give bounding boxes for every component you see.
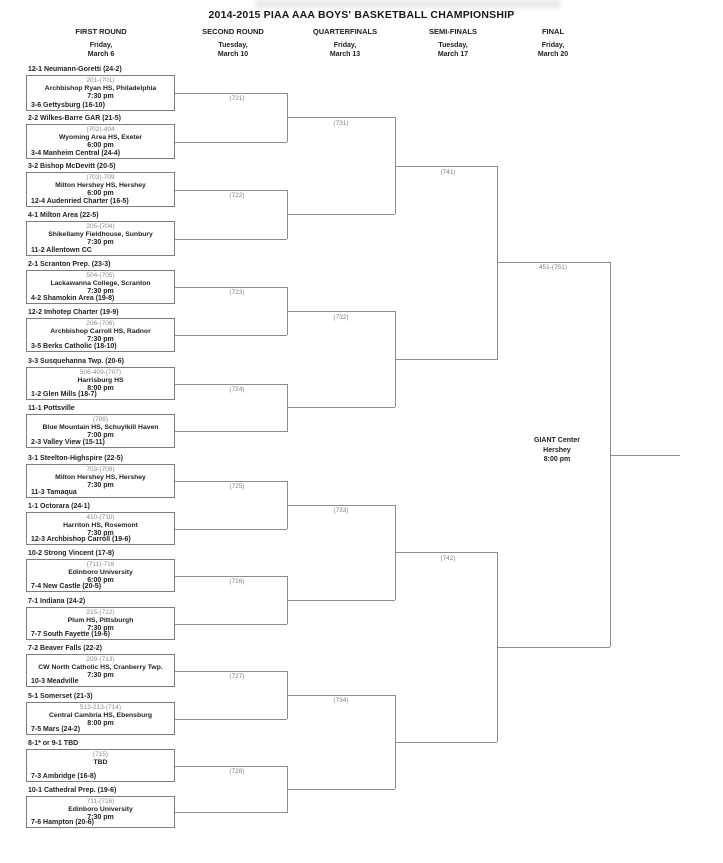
date-line: March 13	[329, 50, 361, 58]
winner-line-701	[175, 93, 287, 94]
game-box-706	[26, 318, 175, 352]
scan-artifact	[255, 0, 560, 8]
winner-line-713	[175, 671, 287, 672]
team-714-bottom: 7-5 Mars (24-2)	[31, 726, 81, 733]
winner-line-707	[175, 384, 287, 385]
team-713-bottom: 10-3 Meadville	[31, 678, 79, 685]
game-label-732: (732)	[333, 314, 349, 321]
team-705-bottom: 4-2 Shamokin Area (19-8)	[31, 295, 115, 302]
game-venue-713: CW North Catholic HS, Cranberry Twp.	[38, 663, 163, 671]
game-time-712: 7:30 pm	[87, 624, 114, 632]
team-701-top: 12-1 Neumann-Goretti (24-2)	[28, 66, 122, 73]
game-label-751: 451-(751)	[538, 264, 568, 271]
game-label-741: (741)	[440, 169, 456, 176]
winner-line-716	[175, 812, 287, 813]
winner-line-709	[175, 481, 287, 482]
game-venue-705: Lackawanna College, Scranton	[50, 279, 151, 287]
game-venue-714: Central Cambria HS, Ebensburg	[48, 711, 153, 719]
game-venue-711: Edinboro University	[68, 568, 133, 576]
game-number-708: (708)	[92, 416, 109, 423]
game-box-715	[26, 749, 175, 782]
game-venue-710: Harriton HS, Rosemont	[63, 521, 138, 529]
game-number-702: (702)-404	[86, 126, 115, 133]
column-date-semifinals	[438, 42, 468, 59]
game-box-702	[26, 124, 175, 159]
team-707-bottom: 1-2 Glen Mills (18-7)	[31, 391, 97, 398]
winner-line-703	[175, 190, 287, 191]
team-704-top: 4-1 Milton Area (22-5)	[28, 212, 99, 219]
game-label-725: (725)	[229, 483, 245, 490]
column-date-first-round	[88, 42, 114, 59]
game-label-734: (734)	[333, 697, 349, 704]
game-label-721: (721)	[229, 95, 245, 102]
game-number-713: 209-(713)	[86, 656, 115, 663]
game-number-715: (715)	[92, 751, 109, 758]
game-box-708	[26, 414, 175, 448]
game-number-703: (703)-709	[86, 174, 115, 181]
date-line: March 20	[537, 50, 569, 58]
game-number-710: 410-(710)	[86, 514, 115, 521]
winner-line-726	[287, 600, 395, 601]
column-date-quarterfinals	[330, 42, 360, 59]
game-box-704	[26, 221, 175, 256]
game-number-705: 504-(705)	[86, 272, 115, 279]
game-label-724: (724)	[229, 386, 245, 393]
date-line: March 6	[87, 50, 115, 58]
game-number-704: 205-(704)	[86, 223, 115, 230]
game-number-711: (711)-716	[86, 561, 115, 568]
game-box-709	[26, 464, 175, 498]
game-time-709: 7:30 pm	[87, 481, 114, 489]
winner-line-708	[175, 431, 287, 432]
game-box-701	[26, 75, 175, 111]
game-box-707	[26, 367, 175, 400]
winner-line-732	[395, 359, 497, 360]
game-time-701: 7:30 pm	[87, 92, 114, 100]
winner-line-721	[287, 117, 395, 118]
game-venue-712: Plum HS, Pittsburgh	[67, 616, 134, 624]
team-715-top: 8-1* or 9-1 TBD	[28, 740, 79, 747]
team-713-top: 7-2 Beaver Falls (22-2)	[28, 645, 102, 652]
date-line: Friday,	[541, 42, 565, 49]
game-time-705: 7:30 pm	[87, 287, 114, 295]
final-venue-name: GIANT Center	[534, 437, 580, 444]
date-line: Friday,	[333, 42, 357, 49]
team-711-bottom: 7-4 New Castle (20-5)	[31, 583, 102, 590]
team-710-top: 1-1 Octorara (24-1)	[28, 503, 90, 510]
winner-line-724	[287, 407, 395, 408]
game-label-723: (723)	[229, 289, 245, 296]
team-701-bottom: 3-6 Gettysburg (16-10)	[31, 102, 105, 109]
page-title: 2014-2015 PIAA AAA BOYS' BASKETBALL CHAMPIONSHIP	[208, 9, 515, 21]
game-label-722: (722)	[229, 192, 245, 199]
game-number-712: 215-(712)	[86, 609, 115, 616]
game-label-726: (726)	[229, 578, 245, 585]
winner-line-711	[175, 576, 287, 577]
game-label-742: (742)	[440, 555, 456, 562]
game-time-711: 6:00 pm	[87, 576, 114, 584]
date-line: Friday,	[89, 42, 113, 49]
final-venue-time: 8:00 pm	[543, 456, 571, 463]
winner-line-725	[287, 505, 395, 506]
game-time-707: 8:00 pm	[87, 384, 114, 392]
game-number-714: 513-213-(714)	[79, 704, 122, 711]
team-716-bottom: 7-6 Hampton (20-6)	[31, 819, 95, 826]
team-714-top: 5-1 Somerset (21-3)	[28, 693, 93, 700]
team-709-top: 3-1 Steelton-Highspire (22-5)	[28, 455, 123, 462]
game-time-702: 6:00 pm	[87, 141, 114, 149]
team-706-bottom: 3-5 Berks Catholic (18-10)	[31, 343, 117, 350]
winner-line-714	[175, 719, 287, 720]
column-date-second-round	[218, 42, 248, 59]
game-box-710	[26, 512, 175, 545]
winner-line-705	[175, 287, 287, 288]
game-label-733: (733)	[333, 507, 349, 514]
team-712-top: 7-1 Indiana (24-2)	[28, 598, 86, 605]
game-box-713	[26, 654, 175, 687]
column-header-quarterfinals: QUARTERFINALS	[312, 27, 378, 36]
team-709-bottom: 11-3 Tamaqua	[31, 489, 77, 496]
team-711-top: 10-2 Strong Vincent (17-8)	[28, 550, 115, 557]
game-number-701: 201-(701)	[86, 77, 115, 84]
game-number-706: 206-(706)	[86, 320, 115, 327]
game-box-705	[26, 270, 175, 304]
game-number-709: 703-(709)	[86, 466, 115, 473]
game-venue-715: TBD	[93, 758, 108, 766]
winner-line-742	[497, 647, 610, 648]
team-704-bottom: 11-2 Allentown CC	[31, 247, 92, 254]
team-702-top: 2-2 Wilkes-Barre GAR (21-5)	[28, 115, 121, 122]
team-707-top: 3-3 Susquehanna Twp. (20-6)	[28, 358, 124, 365]
game-time-706: 7:30 pm	[87, 335, 114, 343]
team-708-top: 11-1 Pottsville	[28, 405, 75, 412]
winner-line-723	[287, 311, 395, 312]
date-line: March 17	[437, 50, 469, 58]
winner-line-722	[287, 214, 395, 215]
column-header-first-round: FIRST ROUND	[75, 27, 127, 36]
team-705-top: 2-1 Scranton Prep. (23-3)	[28, 261, 111, 268]
team-708-bottom: 2-3 Valley View (15-11)	[31, 439, 105, 446]
winner-line-706	[175, 335, 287, 336]
game-venue-703: Milton Hershey HS, Hershey	[55, 181, 146, 189]
game-number-716: 711-(716)	[86, 798, 115, 805]
final-venue	[534, 436, 580, 465]
game-time-714: 8:00 pm	[87, 719, 114, 727]
game-label-731: (731)	[333, 120, 349, 127]
team-706-top: 12-2 Imhotep Charter (19-9)	[28, 309, 119, 316]
winner-line-733	[395, 552, 497, 553]
game-time-713: 7:30 pm	[87, 671, 114, 679]
game-venue-709: Milton Hershey HS, Hershey	[55, 473, 146, 481]
game-box-716	[26, 796, 175, 828]
game-box-714	[26, 702, 175, 735]
team-715-bottom: 7-3 Ambridge (16-8)	[31, 773, 97, 780]
winner-line-702	[175, 142, 287, 143]
game-venue-704: Shikellamy Fieldhouse, Sunbury	[48, 230, 153, 238]
game-box-712	[26, 607, 175, 640]
game-box-703	[26, 172, 175, 207]
game-time-704: 7:30 pm	[87, 238, 114, 246]
winner-line-704	[175, 239, 287, 240]
game-venue-707: Harrisburg HS	[77, 376, 124, 384]
team-710-bottom: 12-3 Archbishop Carroll (19-6)	[31, 536, 131, 543]
game-box-711	[26, 559, 175, 592]
winner-line-710	[175, 529, 287, 530]
team-716-top: 10-1 Cathedral Prep. (19-6)	[28, 787, 117, 794]
winner-line-715	[175, 766, 287, 767]
connector-724	[287, 384, 288, 432]
date-line: Tuesday,	[438, 42, 468, 49]
game-venue-706: Archbishop Carroll HS, Radnor	[50, 327, 151, 335]
game-venue-708: Blue Mountain HS, Schuylkill Haven	[42, 423, 159, 431]
game-venue-701: Archbishop Ryan HS, Philadelphia	[44, 84, 157, 92]
column-date-final	[538, 42, 568, 59]
winner-line-734	[395, 742, 497, 743]
column-header-final: FINAL	[541, 27, 565, 36]
champion-line	[610, 455, 680, 456]
winner-line-731	[395, 166, 497, 167]
game-label-727: (727)	[229, 673, 245, 680]
column-header-semifinals: SEMI-FINALS	[429, 27, 477, 36]
team-702-bottom: 3-4 Manheim Central (24-4)	[31, 150, 121, 157]
game-time-710: 7:30 pm	[87, 529, 114, 537]
winner-line-712	[175, 624, 287, 625]
connector-741	[497, 166, 498, 360]
winner-line-727	[287, 695, 395, 696]
date-line: Tuesday,	[218, 42, 248, 49]
winner-line-728	[287, 789, 395, 790]
column-header-second-round: SECOND ROUND	[202, 27, 264, 36]
game-time-703: 6:00 pm	[87, 189, 114, 197]
team-703-bottom: 12-4 Audenried Charter (16-5)	[31, 198, 129, 205]
game-venue-716: Edinboro University	[68, 805, 133, 813]
game-number-707: 506-409-(707)	[79, 369, 122, 376]
date-line: March 10	[217, 50, 249, 58]
game-venue-702: Wyoming Area HS, Exeter	[58, 133, 143, 141]
team-712-bottom: 7-7 South Fayette (19-6)	[31, 631, 110, 638]
game-time-708: 7:00 pm	[87, 431, 114, 439]
team-703-top: 3-2 Bishop McDevitt (20-5)	[28, 163, 116, 170]
game-time-716: 7:30 pm	[87, 813, 114, 821]
final-venue-city: Hershey	[543, 446, 571, 454]
game-label-728: (728)	[229, 768, 245, 775]
winner-line-741	[497, 262, 610, 263]
